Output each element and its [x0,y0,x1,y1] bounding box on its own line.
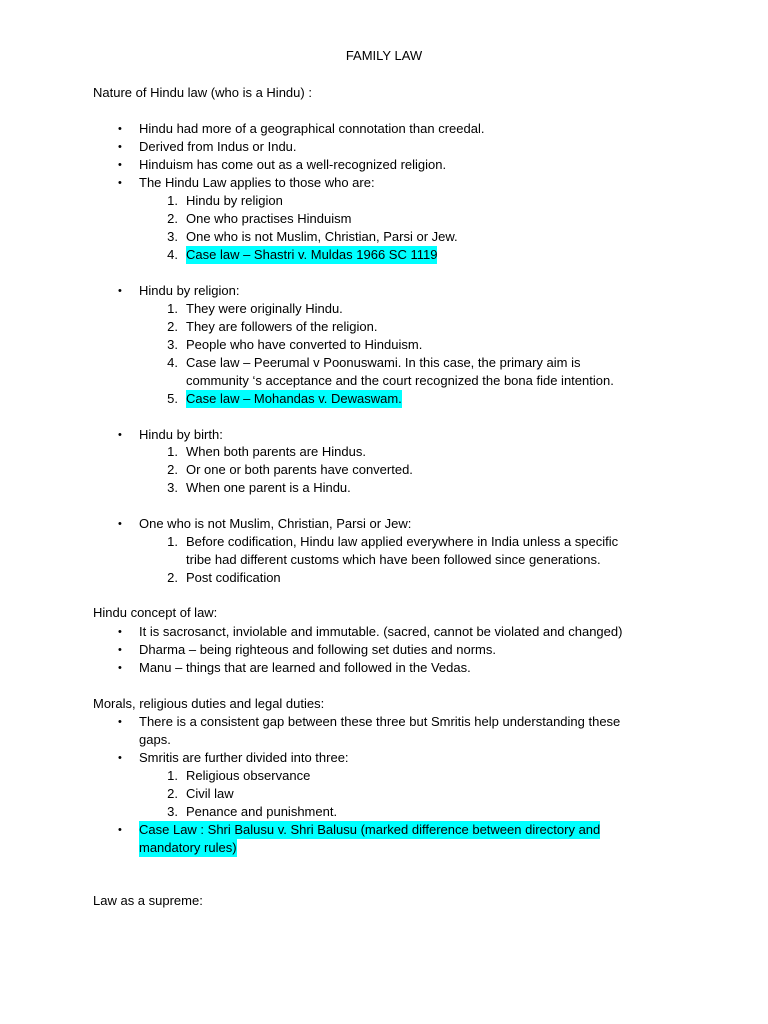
list-number: 5. [167,391,178,406]
list-item: Civil law [186,786,234,801]
bullet-item: Hindu by religion: [139,283,240,298]
bullet-item: One who is not Muslim, Christian, Parsi or Jew: [139,516,412,531]
bullet-icon: • [118,824,122,836]
list-number: 1. [167,534,178,549]
list-item: When one parent is a Hindu. [186,480,351,495]
bullet-icon: • [118,141,122,153]
list-number: 3. [167,229,178,244]
list-item: One who is not Muslim, Christian, Parsi or Jew. [186,229,458,244]
list-item: When both parents are Hindus. [186,444,366,459]
list-item: One who practises Hinduism [186,211,352,226]
bullet-item: Hindu by birth: [139,427,223,442]
highlighted-case-law: Case law – Shastri v. Muldas 1966 SC 1119 [186,247,438,262]
list-number: 2. [167,211,178,226]
bullet-item: Dharma – being righteous and following set duties and norms. [139,642,496,657]
list-number: 3. [167,337,178,352]
bullet-item: It is sacrosanct, inviolable and immutable. (sacred, cannot be violated and changed) [139,624,623,639]
list-number: 1. [167,301,178,316]
bullet-item: Smritis are further divided into three: [139,750,349,765]
bullet-item: Derived from Indus or Indu. [139,139,297,154]
highlighted-case-law: Case Law : Shri Balusu v. Shri Balusu (marked difference between directory and [139,822,601,837]
list-item: Or one or both parents have converted. [186,462,413,477]
list-number: 1. [167,444,178,459]
bullet-icon: • [118,159,122,171]
list-item: Case law – Peerumal v Poonuswami. In this case, the primary aim is [186,355,581,370]
list-number: 2. [167,319,178,334]
list-item: They are followers of the religion. [186,319,378,334]
section-heading-supreme: Law as a supreme: [93,893,203,908]
list-number: 1. [167,193,178,208]
section-heading-concept: Hindu concept of law: [93,605,218,620]
bullet-item: Manu – things that are learned and followed in the Vedas. [139,660,471,675]
list-item: Religious observance [186,768,311,783]
bullet-item: The Hindu Law applies to those who are: [139,175,375,190]
highlighted-case-law-continuation: mandatory rules) [139,840,237,855]
list-item: Post codification [186,570,281,585]
list-number: 3. [167,480,178,495]
list-item: Penance and punishment. [186,804,338,819]
list-number: 1. [167,768,178,783]
list-item: Before codification, Hindu law applied everywhere in India unless a specific [186,534,619,549]
section-heading-nature: Nature of Hindu law (who is a Hindu) : [93,85,312,100]
bullet-icon: • [118,626,122,638]
section-heading-morals: Morals, religious duties and legal duties: [93,696,325,711]
list-number: 4. [167,247,178,262]
list-number: 3. [167,804,178,819]
list-item-continuation: community ‘s acceptance and the court recognized the bona fide intention. [186,373,614,388]
bullet-item: There is a consistent gap between these three but Smritis help understanding these [139,714,621,729]
list-item: They were originally Hindu. [186,301,343,316]
list-number: 4. [167,355,178,370]
bullet-icon: • [118,518,122,530]
bullet-icon: • [118,177,122,189]
highlighted-case-law: Case law – Mohandas v. Dewaswam. [186,391,402,406]
bullet-icon: • [118,716,122,728]
bullet-icon: • [118,752,122,764]
bullet-icon: • [118,429,122,441]
bullet-item: Hindu had more of a geographical connotation than creedal. [139,121,485,136]
list-number: 2. [167,570,178,585]
list-number: 2. [167,786,178,801]
bullet-icon: • [118,662,122,674]
bullet-icon: • [118,644,122,656]
list-item-continuation: tribe had different customs which have been followed since generations. [186,552,601,567]
list-number: 2. [167,462,178,477]
bullet-icon: • [118,123,122,135]
bullet-item-continuation: gaps. [139,732,171,747]
list-item: People who have converted to Hinduism. [186,337,423,352]
document-title: FAMILY LAW [345,48,423,63]
bullet-item: Hinduism has come out as a well-recognized religion. [139,157,447,172]
bullet-icon: • [118,285,122,297]
list-item: Hindu by religion [186,193,283,208]
